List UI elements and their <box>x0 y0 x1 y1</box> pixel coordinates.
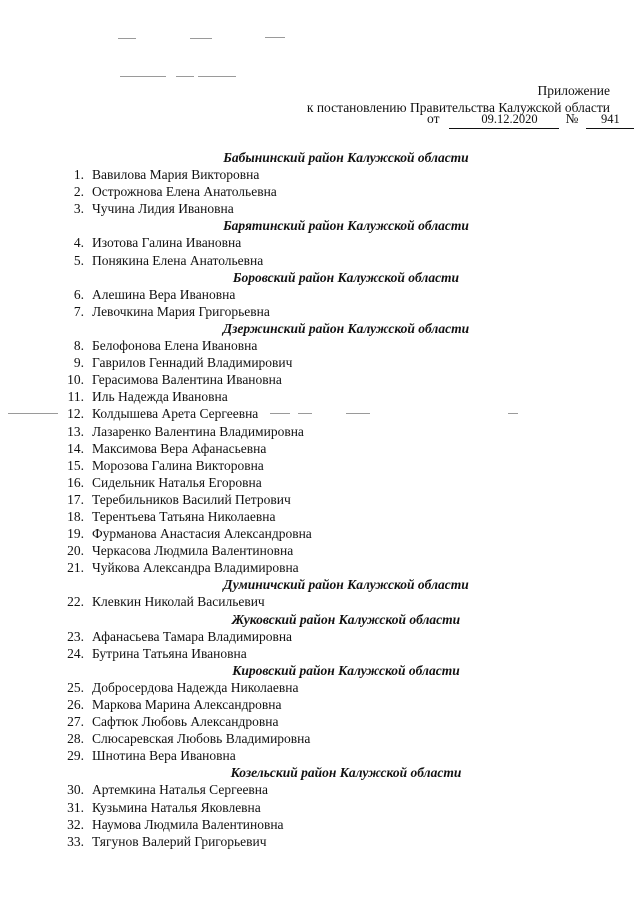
person-name: Максимова Вера Афанасьевна <box>92 440 267 456</box>
item-number: 10. <box>67 372 84 388</box>
appendix-title: Приложение <box>537 83 610 98</box>
list-item <box>56 781 576 798</box>
person-name: Тягунов Валерий Григорьевич <box>92 833 267 849</box>
item-number: 18. <box>67 508 84 524</box>
item-number: 20. <box>67 543 84 559</box>
list-item <box>56 645 576 662</box>
list-item <box>56 542 576 559</box>
list-item <box>56 474 576 491</box>
list-item <box>56 628 576 645</box>
district-heading: Козельский район Калужской области <box>230 765 462 781</box>
person-name: Иль Надежда Ивановна <box>92 389 228 405</box>
item-number: 5. <box>73 252 84 268</box>
person-name: Белофонова Елена Ивановна <box>92 338 258 354</box>
list-item <box>56 730 576 747</box>
item-number: 24. <box>67 645 84 661</box>
item-number: 25. <box>67 679 84 695</box>
item-number: 1. <box>73 167 84 183</box>
person-name: Изотова Галина Ивановна <box>92 235 242 251</box>
person-name: Артемкина Наталья Сергеевна <box>92 782 269 798</box>
list-item <box>56 337 576 354</box>
item-number: 17. <box>67 491 84 507</box>
number-label: № <box>565 111 579 126</box>
list-item <box>56 303 576 320</box>
person-name: Кузьмина Наталья Яковлевна <box>92 799 261 815</box>
item-number: 31. <box>67 799 84 815</box>
item-number: 12. <box>67 406 84 422</box>
list-item <box>56 747 576 764</box>
item-number: 4. <box>73 235 84 251</box>
list-item <box>56 833 576 850</box>
list-item <box>56 799 576 816</box>
document-number: 941 <box>586 111 634 129</box>
item-number: 2. <box>73 184 84 200</box>
item-number: 32. <box>67 816 84 832</box>
district-heading: Кировский район Калужской области <box>232 662 460 678</box>
document-date: 09.12.2020 <box>449 111 559 129</box>
district-heading: Жуковский район Калужской области <box>231 611 461 627</box>
person-name: Наумова Людмила Валентиновна <box>92 816 284 832</box>
list-item <box>56 713 576 730</box>
item-number: 6. <box>73 286 84 302</box>
district-heading: Бабынинский район Калужской области <box>223 150 469 165</box>
item-number: 13. <box>67 423 84 439</box>
person-name: Колдышева Арета Сергеевна <box>92 406 259 422</box>
list-item <box>56 252 576 269</box>
person-name: Фурманова Анастасия Александровна <box>92 526 312 542</box>
list-item <box>56 816 576 833</box>
scan-noise <box>118 38 136 39</box>
item-number: 16. <box>67 474 84 490</box>
person-name: Клевкин Николай Васильевич <box>92 594 265 610</box>
item-number: 3. <box>73 201 84 217</box>
person-name: Шнотина Вера Ивановна <box>92 748 236 764</box>
list-item <box>56 183 576 200</box>
date-label: от <box>427 111 440 126</box>
item-number: 29. <box>67 748 84 764</box>
list-item <box>56 457 576 474</box>
district-heading: Боровский район Калужской области <box>232 269 460 285</box>
item-number: 33. <box>67 833 84 849</box>
scan-noise <box>120 76 166 77</box>
person-name: Черкасова Людмила Валентиновна <box>92 543 294 559</box>
item-number: 27. <box>67 714 84 730</box>
person-name: Левочкина Мария Григорьевна <box>92 303 270 319</box>
list-item <box>56 200 576 217</box>
person-name: Терентьева Татьяна Николаевна <box>92 508 276 524</box>
scan-noise <box>176 76 194 77</box>
list-item <box>56 593 576 610</box>
item-number: 11. <box>67 389 84 405</box>
list-item <box>56 559 576 576</box>
person-name: Сафтюк Любовь Александровна <box>92 714 279 730</box>
list-item <box>56 354 576 371</box>
recipients-list <box>56 149 576 850</box>
item-number: 15. <box>67 457 84 473</box>
district-heading: Барятинский район Калужской области <box>223 218 469 234</box>
document-reference-line <box>427 110 634 129</box>
item-number: 21. <box>67 560 84 576</box>
person-name: Бутрина Татьяна Ивановна <box>92 645 247 661</box>
item-number: 14. <box>67 440 84 456</box>
item-number: 7. <box>73 303 84 319</box>
list-item <box>56 508 576 525</box>
person-name: Герасимова Валентина Ивановна <box>92 372 282 388</box>
list-item <box>56 405 576 422</box>
person-name: Вавилова Мария Викторовна <box>92 167 260 183</box>
list-item <box>56 440 576 457</box>
scan-noise <box>265 37 285 38</box>
person-name: Лазаренко Валентина Владимировна <box>92 423 304 439</box>
list-item <box>56 388 576 405</box>
person-name: Чучина Лидия Ивановна <box>92 201 234 217</box>
person-name: Слюсаревская Любовь Владимировна <box>92 731 311 747</box>
list-item <box>56 286 576 303</box>
person-name: Гаврилов Геннадий Владимирович <box>92 355 293 371</box>
item-number: 28. <box>67 731 84 747</box>
list-item <box>56 525 576 542</box>
person-name: Сидельник Наталья Егоровна <box>92 474 262 490</box>
district-heading: Дзержинский район Калужской области <box>222 320 470 336</box>
scan-noise <box>8 413 58 414</box>
person-name: Понякина Елена Анатольевна <box>92 252 264 268</box>
person-name: Чуйкова Александра Владимировна <box>92 560 299 576</box>
person-name: Алешина Вера Ивановна <box>92 286 236 302</box>
list-item <box>56 166 576 183</box>
item-number: 9. <box>73 355 84 371</box>
person-name: Острожнова Елена Анатольевна <box>92 184 277 200</box>
person-name: Теребильников Василий Петрович <box>92 491 291 507</box>
item-number: 8. <box>73 338 84 354</box>
list-item <box>56 371 576 388</box>
list-item <box>56 696 576 713</box>
district-heading: Думиничский район Калужской области <box>223 577 469 593</box>
person-name: Морозова Галина Викторовна <box>92 457 264 473</box>
item-number: 19. <box>67 526 84 542</box>
item-number: 22. <box>67 594 84 610</box>
person-name: Маркова Марина Александровна <box>92 697 282 712</box>
list-item <box>56 423 576 440</box>
scan-noise <box>198 76 236 77</box>
list-item <box>56 491 576 508</box>
list-item <box>56 234 576 251</box>
list-item <box>56 679 576 696</box>
item-number: 30. <box>67 782 84 798</box>
person-name: Добросердова Надежда Николаевна <box>92 679 299 695</box>
person-name: Афанасьева Тамара Владимировна <box>92 628 293 644</box>
item-number: 26. <box>67 697 84 712</box>
scan-noise <box>190 38 212 39</box>
resolution-reference: к постановлению Правительства Калужской области <box>306 100 610 115</box>
item-number: 23. <box>67 628 84 644</box>
